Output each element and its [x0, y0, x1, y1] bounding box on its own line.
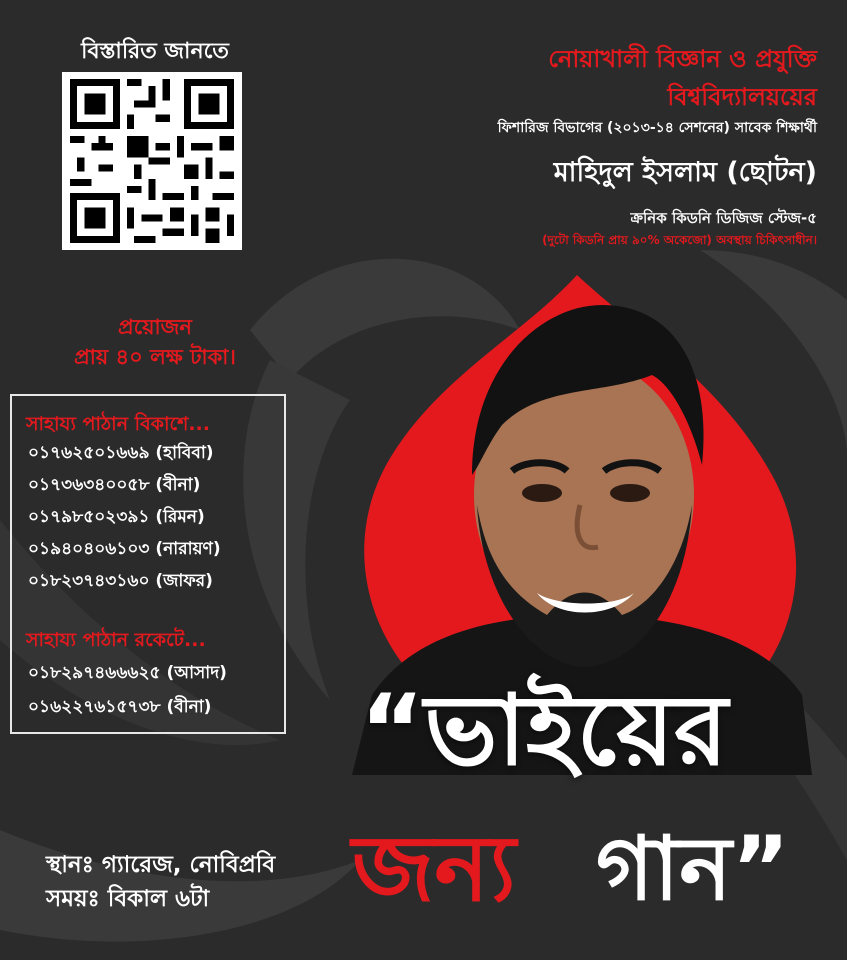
- disease-line: ক্রনিক কিডনি ডিজিজ স্টেজ-৫: [630, 209, 817, 227]
- qr-pattern: [62, 72, 242, 250]
- organization-line-1: নোয়াখালী বিজ্ঞান ও প্রযুক্তি: [548, 45, 817, 73]
- venue-block: [46, 848, 275, 916]
- need-block: [30, 312, 280, 372]
- bkash-number: ০১৭৯৮৫০২৩৯১ (রিমন): [28, 507, 205, 527]
- rocket-title: সাহায্য পাঠান রকেটে...: [26, 629, 206, 651]
- rocket-number: ০১৬২২৭৬১৫৭৩৮ (বীনা): [28, 697, 212, 717]
- venue-time: সময়ঃ বিকাল ৬টা: [46, 886, 210, 912]
- bkash-number: ০১৭৩৬৩৪০০৫৮ (বীনা): [28, 475, 201, 495]
- headline-line-1: “ভাইয়ের: [360, 674, 728, 788]
- bkash-number: ০১৯৪০৪০৬১০৩ (নারায়ণ): [28, 539, 221, 559]
- patient-name: মাহিদুল ইসলাম (ছোটন): [553, 157, 817, 188]
- need-amount: প্রায় ৪০ লক্ষ টাকা।: [74, 345, 236, 369]
- qr-title: বিস্তারিত জানতে: [81, 39, 229, 64]
- organization-line-2: বিশ্ববিদ্যালয়য়ের: [667, 83, 817, 111]
- bkash-number: ০১৭৬২৫০১৬৬৯ (হাবিবা): [28, 443, 214, 463]
- department-line: ফিশারিজ বিভাগের (২০১৩-১৪ সেশনের) সাবেক শিক্ষার্থী: [497, 120, 817, 136]
- organization-title: [397, 40, 817, 116]
- headline-word-red: জন্য: [352, 815, 516, 922]
- condition-line: (দুটো কিডনি প্রায় ৯০% অকেজো) অবস্থায় চিকিৎসাধীন।: [542, 233, 817, 247]
- bkash-number: ০১৮২৩৭৪৩১৬০ (জাফর): [28, 571, 213, 591]
- qr-code[interactable]: [62, 72, 242, 250]
- bkash-title: সাহায্য পাঠান বিকাশে...: [26, 413, 210, 435]
- need-label: প্রয়োজন: [118, 315, 192, 339]
- rocket-number: ০১৮২৯৭৪৬৬৬২৫ (আসাদ): [28, 663, 227, 683]
- venue-place: স্থানঃ গ্যারেজ, নোবিপ্রবি: [46, 852, 276, 878]
- headline-word-white: গান”: [596, 817, 790, 920]
